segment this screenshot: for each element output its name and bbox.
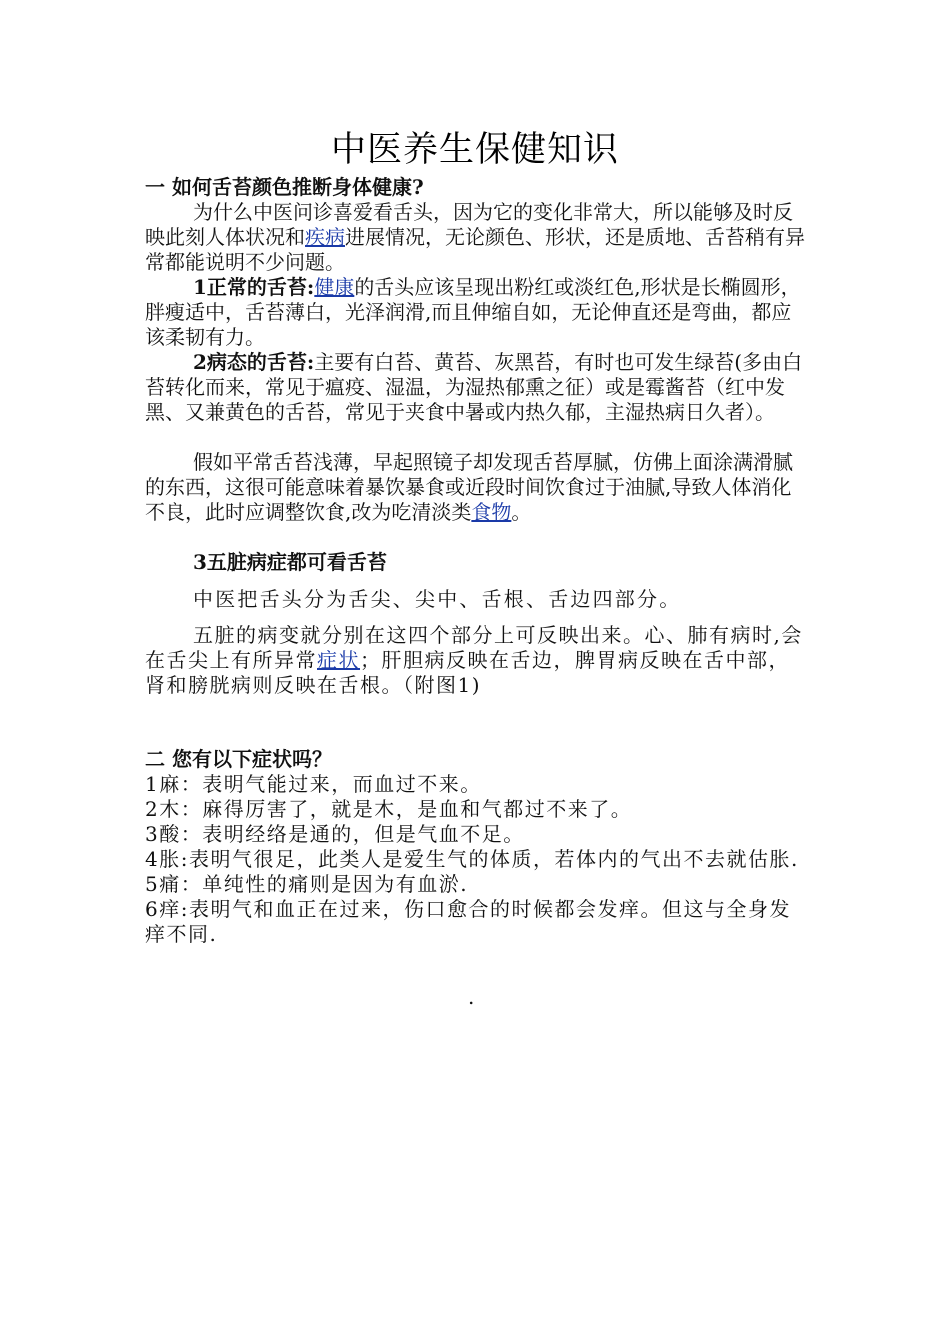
link-disease[interactable]: 疾病 bbox=[305, 225, 345, 249]
subheading-five-organs: 3五脏病症都可看舌苔 bbox=[193, 550, 387, 574]
paragraph-intro bbox=[145, 200, 805, 275]
paragraph-text: 五脏的病变就分别在这四个部分上可反映出来。心、肺有病时,会在舌尖上有所异常 bbox=[145, 623, 803, 672]
subheading-abnormal-coating: 2病态的舌苔: bbox=[193, 350, 315, 374]
document-title: 中医养生保健知识 bbox=[330, 130, 619, 170]
paragraph-normal-coating bbox=[145, 275, 805, 350]
paragraph-text: 假如平常舌苔浅薄，早起照镜子却发现舌苔厚腻，仿佛上面涂满滑腻的东西，这很可能意味着暴饮暴食或近段时间饮食过于油腻,导致人体消化不良，此时应调整饮食,改为吃清淡类 bbox=[145, 450, 793, 524]
list-item: 2木：麻得厉害了，就是木，是血和气都过不来了。 bbox=[145, 797, 633, 821]
section-heading-tongue: 一 如何舌苔颜色推断身体健康? bbox=[145, 175, 424, 199]
end-mark: . bbox=[468, 985, 475, 1009]
paragraph-text: 主要有白苔、黄苔、灰黑苔，有时也可发生绿苔(多由白苔转化而来，常见于瘟疫、湿温，为湿热郁熏之征）或是霉酱苔（红中发黑、又兼黄色的舌苔，常见于夹食中暑或内热久郁，主湿热病日久者）。 bbox=[145, 350, 803, 424]
link-health[interactable]: 健康 bbox=[314, 275, 355, 299]
link-food[interactable]: 食物 bbox=[471, 500, 512, 524]
section-heading-symptoms: 二 您有以下症状吗？ bbox=[145, 747, 332, 771]
paragraph-text: 为什么中医问诊喜爱看舌头，因为它的变化非常大，所以能够及时反映此刻人体状况和 bbox=[145, 200, 793, 249]
paragraph-text: 进展情况，无论颜色、形状，还是质地、舌苔稍有异常都能说明不少问题。 bbox=[145, 225, 805, 274]
list-item: 6痒:表明气和血正在过来，伤口愈合的时候都会发痒。但这与全身发痒不同. bbox=[145, 897, 791, 946]
paragraph-text: 。 bbox=[511, 500, 532, 524]
paragraph-thick-coating bbox=[145, 450, 805, 525]
list-item: 3酸：表明经络是通的，但是气血不足。 bbox=[145, 822, 525, 846]
paragraph-organ-mapping bbox=[145, 623, 805, 698]
subheading-normal-coating: 1正常的舌苔: bbox=[193, 275, 315, 299]
paragraph-text: 的舌头应该呈现出粉红或淡红色,形状是长椭圆形，胖瘦适中，舌苔薄白，光泽润滑,而且伸缩自如，无论伸直还是弯曲，都应该柔韧有力。 bbox=[145, 275, 801, 349]
symptom-list bbox=[145, 772, 805, 947]
link-symptom[interactable]: 症状 bbox=[317, 648, 360, 672]
list-item: 5痛：单纯性的痛则是因为有血淤. bbox=[145, 872, 469, 896]
paragraph-abnormal-coating bbox=[145, 350, 805, 425]
paragraph-text: ；肝胆病反映在舌边，脾胃病反映在舌中部，肾和膀胱病则反映在舌根。（附图1) bbox=[145, 648, 790, 697]
paragraph-tongue-parts: 中医把舌头分为舌尖、尖中、舌根、舌边四部分。 bbox=[193, 587, 682, 611]
list-item: 4胀:表明气很足，此类人是爱生气的体质，若体内的气出不去就估胀. bbox=[145, 847, 799, 871]
list-item: 1麻：表明气能过来，而血过不来。 bbox=[145, 772, 482, 796]
